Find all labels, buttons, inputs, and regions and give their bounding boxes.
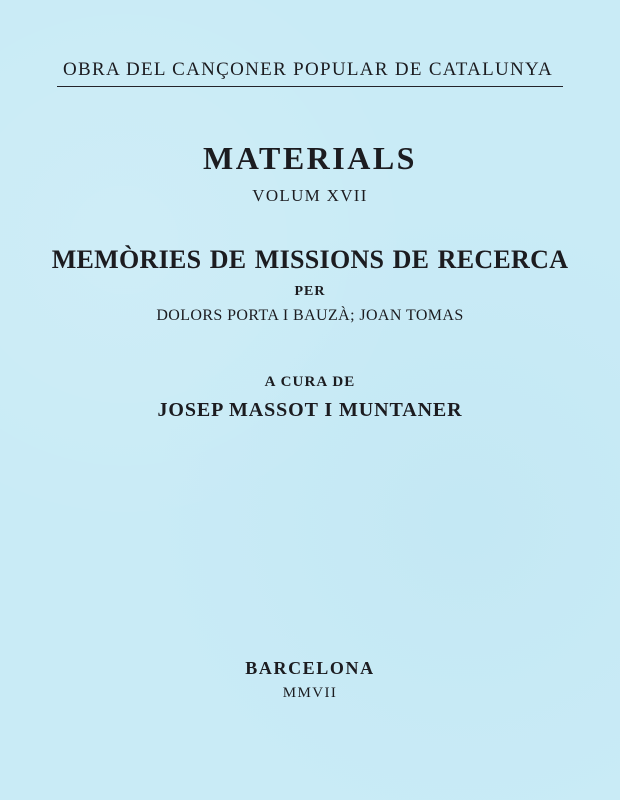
authors-names: DOLORS PORTA I BAUZÀ; JOAN TOMAS	[156, 307, 464, 324]
publication-city: BARCELONA	[245, 658, 375, 678]
editor-name: JOSEP MASSOT I MUNTANER	[157, 399, 463, 421]
editor-label: A CURA DE	[264, 374, 356, 390]
by-label: PER	[294, 284, 326, 299]
series-title-text: OBRA DEL CANÇONER POPULAR DE CATALUNYA	[57, 59, 563, 87]
work-subtitle: MEMÒRIES DE MISSIONS DE RECERCA	[51, 245, 569, 274]
series-title	[0, 59, 620, 87]
volume-number: VOLUM XVII	[252, 186, 368, 205]
main-title: MATERIALS	[203, 140, 417, 176]
publication-year-roman: MMVII	[282, 685, 338, 701]
